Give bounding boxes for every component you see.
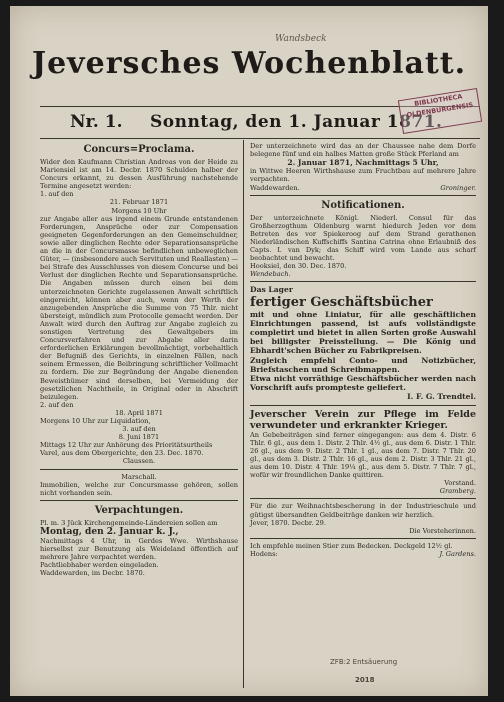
notification-signature: Wendebach. <box>250 270 291 279</box>
verpachtung-date: Montag, den 2. Januar k. J., <box>40 526 179 537</box>
ad-note: Etwa nicht vorräthige Geschäftsbücher werden nach Vorschrift aufs prompteste geliefert. <box>250 374 476 393</box>
pacht-place-text: Waddewarden. <box>250 183 300 192</box>
heading-notificationen: Notificationen. <box>321 199 405 211</box>
handwritten-note: Wandsbeck <box>275 34 327 44</box>
stier-ad: Ich empfehle meinen Stier zum Bedecken. Deckgeld 12½ gl. <box>250 541 453 550</box>
pacht-place <box>250 184 476 192</box>
column-divider <box>243 140 244 688</box>
term-3-label: 3. auf den <box>122 425 156 434</box>
library-stamp: BIBLIOTHECA OLDENBURGENSIS <box>398 88 482 134</box>
divider <box>40 469 238 470</box>
pacht-intro: Der unterzeichnete wird das an der Chaussee nahe dem Dorfe belegene fünf und ein halbes Matten große Stück Pferland am <box>250 142 476 159</box>
heading-verpachtungen: Verpachtungen. <box>94 504 184 516</box>
pacht-signature: Groninger. <box>440 183 476 192</box>
term-2-time: Morgens 10 Uhr zur Liquidation, <box>40 417 151 425</box>
stier-place-text: Hodens: <box>250 549 278 558</box>
ad-body: mit und ohne Liniatur, für alle geschäftlichen Einrichtungen passend, ist aufs vollständigste completirt und bietet in allen Sorten große Auswahl bei billigster Preisstellung. — Die König und Ebhardt'schen Bücher zu Fabrikpreisen. <box>250 309 476 356</box>
divider <box>250 498 476 499</box>
masthead-rule-bottom <box>40 138 480 139</box>
term-1-label: 1. auf den <box>40 190 74 199</box>
verein-signature: Gramberg. <box>439 487 476 496</box>
divider <box>250 405 476 406</box>
verein-vorstand: Vorstand. <box>444 479 476 488</box>
concurs-place: Varel, aus dem Obergerichte, den 23. Dec. 1870. <box>40 449 204 458</box>
term-1-time: Morgens 10 Uhr <box>111 206 167 215</box>
divider <box>40 500 238 501</box>
pacht-date: 2. Januar 1871, Nachmittags 5 Uhr, <box>287 158 439 168</box>
issue-number: Nr. 1. <box>70 112 123 132</box>
verein-donations: An Gebebeiträgen sind ferner eingegangen: aus dem 4. Distr. 6 Thlr. 6 gl., aus dem 1. Distr. 2 Thlr. 4½ gl., aus dem 6. Distr. 1 Thlr. 26 gl., aus dem 9. Distr. 2 Thlr. 1 gl., aus dem 7. Distr. 7 Thlr. 20 gl., aus dem 3. Distr. 2 Thlr. 16 gl., aus dem 2. Distr. 3 Thlr. 21 gl., aus dem 10. Distr. 4 Thlr. 19¼ gl., aus dem 5. Distr. 7 Thlr. 7 gl., wofür wir freundlichen Danke quittiren. <box>250 430 476 480</box>
marschall: Marschall. <box>121 472 157 481</box>
ad-extra: Zugleich empfehl Conto- und Notizbücher, Briefstaschen und Schreibmappen. <box>250 355 476 374</box>
verpachtung-intro: Pl. m. 3 Jück Kirchengemeinde-Ländereien sollen am <box>40 518 218 527</box>
masthead-title: Jeversches Wochenblatt. <box>31 46 467 81</box>
immobilien-note: Immobilien, welche zur Concursmasse gehören, sollen nicht vorhanden sein. <box>40 480 238 497</box>
ad-signature: I. F. G. Trendtel. <box>407 392 476 402</box>
verpachtung-body: Nachmittags 4 Uhr, in Gerdes Wwe. Wirthshause hierselbst zur Benutzung als Weideland öffentlich auf mehrere Jahre verpachtet werden. <box>40 536 238 562</box>
ad-title: fertiger Geschäftsbücher <box>250 294 433 310</box>
divider <box>250 538 476 539</box>
notification-place-text: Hooksiel, den 30. Dec. 1870. <box>250 262 347 271</box>
concurs-signature: Claussen. <box>122 457 156 466</box>
newspaper-page <box>10 6 488 696</box>
notification-place <box>250 262 476 270</box>
right-column <box>250 142 476 558</box>
archive-label: ZFB:2 Entsäuerung <box>330 658 398 666</box>
term-2-label: 2. auf den <box>40 400 74 409</box>
verpachtung-place: Waddewarden, im Decbr. 1870. <box>40 569 145 578</box>
concurs-body: zur Angabe aller aus irgend einem Grunde entstandenen Forderungen, Ansprüche oder zur Compensation geeigneten Gegenforderungen an den Gemeinschuldner, sowie aller dinglichen Rechte oder Separationsansprüche an die in der Concursmasse befindlichen unbeweglichen Güter, — (insbesondere auch Servituten und Reallasten) — bei Strafe des Ausschlusses von diesem Concurse und bei Verlust der dinglichen Rechte und Separationsansprüche. Die Angaben müssen durch einen bei dem unterzeichneten Gerichte zugelassenen Anwalt schriftlich eingereicht, können aber auch, wenn der Werth der anzugebenden Ansprüche die Summe von 75 Thlr. nicht übersteigt, mündlich zum Protocolle gemacht werden. Der Anwalt wird durch den Auftrag zur Angabe zugleich zu sonstigen Vertretung des Gewaltgebers im Concursverfahren und zur Abgabe aller darin erforderlichen Erklärungen bevollmächtigt, vorbehaltlich der Befugniß des Gerichts, in einzelnen Fällen, nach seinem Ermessen, die Beibringung schriftlicher Vollmacht zu fordern. Die zur Begründung der Angabe dienenden Beweisthümer sind derselben, bei Vermeidung der gesetzlichen Nachtheile, in Original oder in Abschrift beizulegen. <box>40 214 238 401</box>
archive-year: 2018 <box>355 676 375 684</box>
pacht-body: in Wittwe Heeren Wirthshause zum Fruchtbau auf mehrere Jahre verpachten. <box>250 167 476 184</box>
thanks-body: Für die zur Weihnachtsbescherung in der Industrieschule und gütigst übersandten Geldbeiträge danken wir herzlich. <box>250 502 476 519</box>
ad-lager: Das Lager <box>250 285 293 295</box>
issue-date: Sonntag, den 1. Januar 1871. <box>150 112 443 132</box>
stier-signature: J. Gardens. <box>439 549 476 558</box>
divider <box>250 281 476 282</box>
thanks-place: Jever, 1870. Decbr. 29. <box>250 518 326 527</box>
thanks-signature: Die Vorsteherinnen. <box>409 526 476 535</box>
stier-place <box>250 550 476 558</box>
term-1-date: 21. Februar 1871 <box>109 198 169 207</box>
term-3-time: Mittags 12 Uhr zur Anhörung des Prioritätsurtheils <box>40 441 213 450</box>
term-2-date: 18. April 1871 <box>115 408 163 417</box>
concurs-intro: Wider den Kaufmann Christian Andreas von der Heide zu Mariensiel ist am 14. Decbr. 1870 Schulden halber der Concurs erkannt, zu dessen Ausführung nachstehende Termine angesetzt werden: <box>40 158 238 191</box>
verpachtung-invite: Pachtliebhaber werden eingeladen. <box>40 561 159 570</box>
notification-body: Der unterzeichnete Königl. Niederl. Consul für das Großherzogthum Oldenburg warnt hiedurch Jeden vor dem Betreten des vor Spiekeroog auf dem Strand gerathenen Niederländischen Kuffschiffs Santina Catrina ohne Erlaubniß des Capts. I. van Dyk; das Schiff wird vom Lande aus scharf beobachtet und bewacht. <box>250 213 476 263</box>
term-3-date: 8. Juni 1871 <box>118 433 160 442</box>
left-column <box>40 142 238 577</box>
heading-concurs: Concurs=Proclama. <box>83 144 195 155</box>
heading-verein: Jeverscher Verein zur Pflege im Felde verwundeter und erkrankter Krieger. <box>250 408 476 431</box>
divider <box>250 195 476 196</box>
